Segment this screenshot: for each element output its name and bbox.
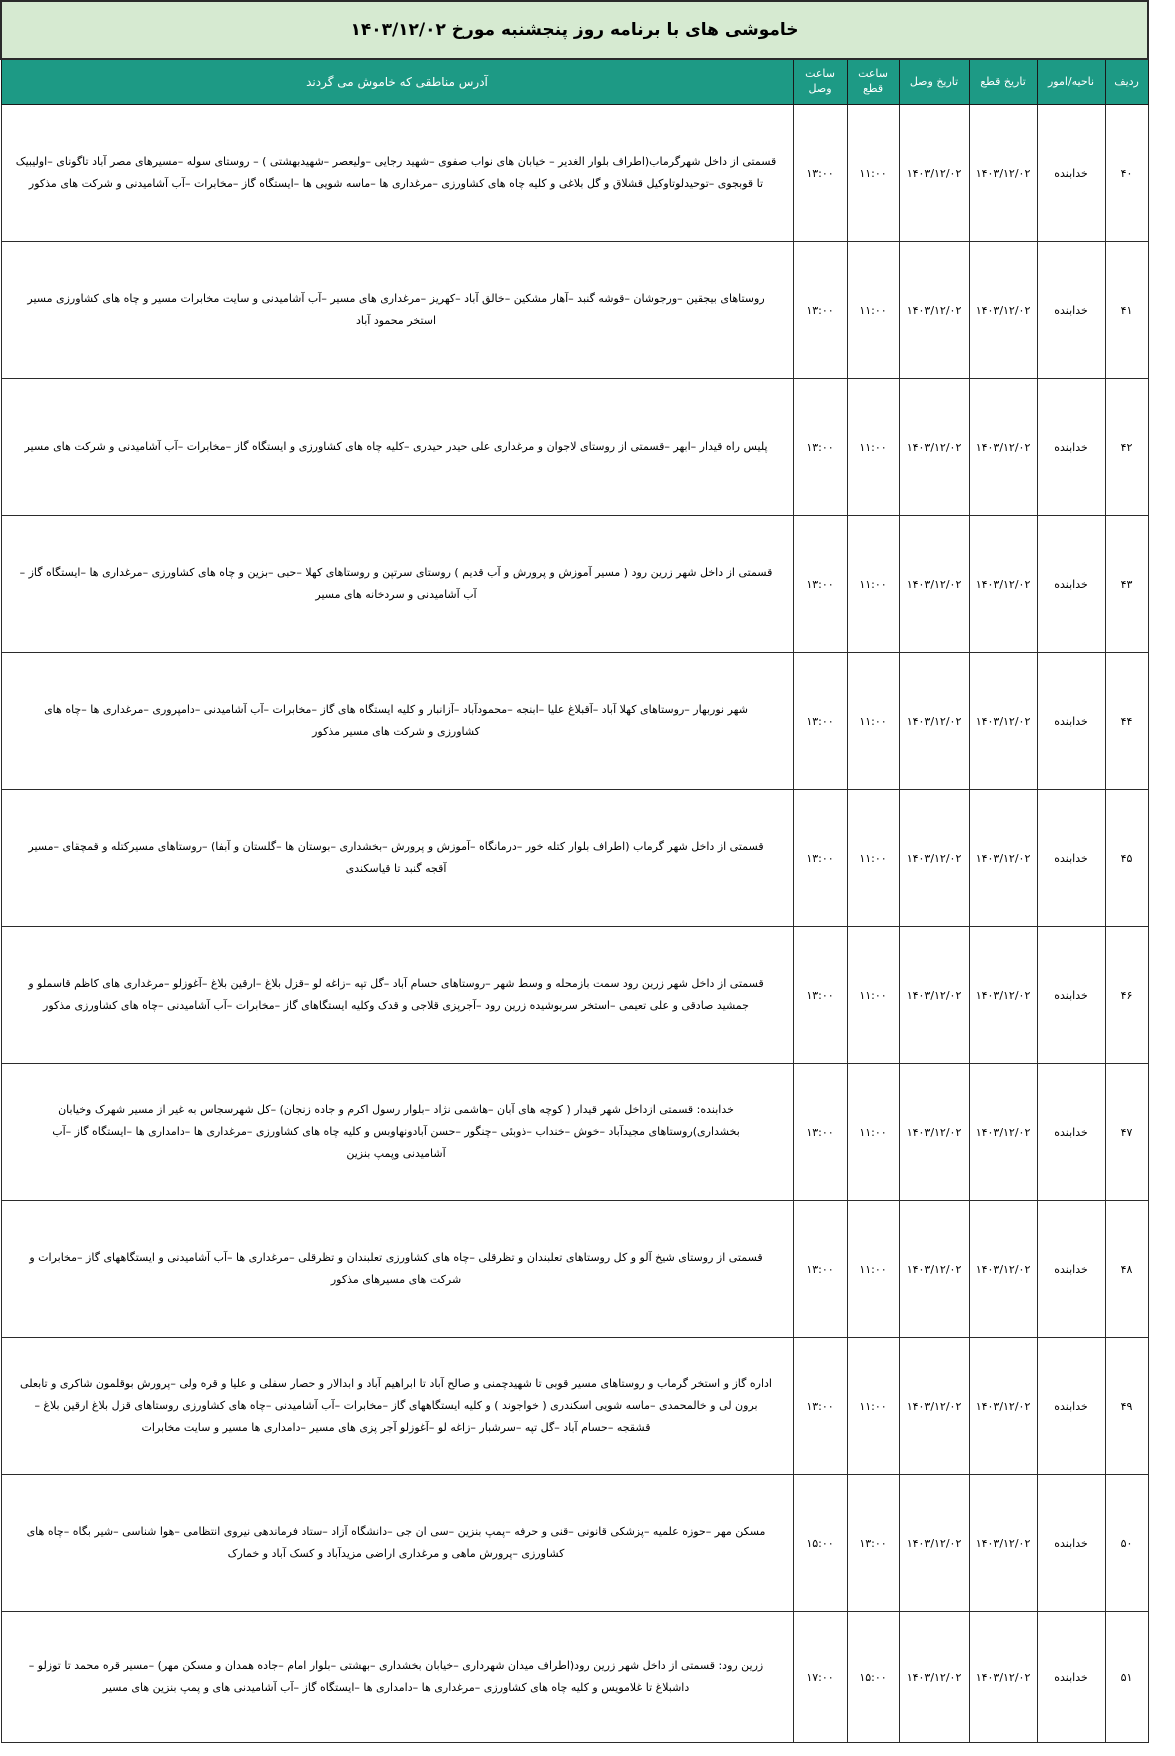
row-connect-date: ۱۴۰۳/۱۲/۰۲ bbox=[899, 516, 969, 653]
row-cut-date: ۱۴۰۳/۱۲/۰۲ bbox=[969, 242, 1037, 379]
address-line: جمشید صادقی و علی تعیمی –استخر سربوشیده زرین رود –آجرپزی قلاجی و قدک وکلیه ایستگاهای گاز –مخابرات –آب آشامیدنی –چاه های کشاورزی مذکور bbox=[43, 999, 749, 1012]
row-cut-date: ۱۴۰۳/۱۲/۰۲ bbox=[969, 1612, 1037, 1743]
address-line: بخشداری)روستاهای مجیدآباد –خوش –خنداب –ذوبئی –چنگور –حسن آبادونهاوبس و کلیه چاه های کشاورزی –مرغداری ها –دامداری ها –ایستگاه گاز –آب bbox=[52, 1125, 740, 1138]
row-district: خدابنده bbox=[1037, 653, 1105, 790]
address-line: کشاورزی –پرورش ماهی و مرغداری اراضی مزیدآباد و کسک آباد و خمارک bbox=[227, 1547, 565, 1560]
row-cut-time: ۱۱:۰۰ bbox=[847, 1338, 899, 1475]
address-line: آشامیدنی وپمپ بنزین bbox=[346, 1147, 446, 1160]
address-line: خدابنده: قسمتی ازداخل شهر قیدار ( کوچه های آبان –هاشمی نژاد –بلوار رسول اکرم و جاده زنجان) –کل شهرسجاس به غیر از مسیر شهرک وخیابان bbox=[58, 1103, 734, 1116]
address-line: پلیس راه قیدار –ابهر –قسمتی از روستای لاجوان و مرغداری علی حیدر حیدری –کلیه چاه های کشاورزی و ایستگاه گاز –مخابرات –آب آشامیدنی و شرکت های مسیر bbox=[24, 440, 768, 453]
row-address bbox=[1, 790, 793, 927]
row-cut-time: ۱۱:۰۰ bbox=[847, 1201, 899, 1338]
row-cut-date: ۱۴۰۳/۱۲/۰۲ bbox=[969, 790, 1037, 927]
row-district: خدابنده bbox=[1037, 1612, 1105, 1743]
row-cut-date: ۱۴۰۳/۱۲/۰۲ bbox=[969, 927, 1037, 1064]
table-row bbox=[1, 927, 1148, 1064]
row-connect-date: ۱۴۰۳/۱۲/۰۲ bbox=[899, 1201, 969, 1338]
row-address bbox=[1, 1201, 793, 1338]
table-row bbox=[1, 1201, 1148, 1338]
address-line: زرین رود: قسمتی از داخل شهر زرین رود(اطراف میدان شهرداری –خیابان بخشداری –بهشتی –بلوار امام –جاده همدان و مسکن مهر) –مسیر قره محمد تا توزلو – bbox=[28, 1659, 764, 1672]
row-address bbox=[1, 516, 793, 653]
address-line: شرکت های مسیرهای مذکور bbox=[330, 1273, 462, 1286]
row-address bbox=[1, 653, 793, 790]
row-cut-time: ۱۱:۰۰ bbox=[847, 927, 899, 1064]
title-row bbox=[1, 1, 1148, 59]
row-connect-time: ۱۳:۰۰ bbox=[793, 790, 847, 927]
row-cut-date: ۱۴۰۳/۱۲/۰۲ bbox=[969, 379, 1037, 516]
row-index: ۴۰ bbox=[1105, 105, 1148, 242]
row-address bbox=[1, 379, 793, 516]
address-line: برون لی و خالمحمدی –ماسه شویی اسکندری ( خواجوند ) و کلیه ایستگاههای گاز –مخابرات –آب آشامیدنی –چاه های کشاورزی روستاهای قزل بلاغ ارقین بلاغ – bbox=[34, 1399, 758, 1412]
row-index: ۴۴ bbox=[1105, 653, 1148, 790]
row-district: خدابنده bbox=[1037, 242, 1105, 379]
table-row bbox=[1, 516, 1148, 653]
row-cut-date: ۱۴۰۳/۱۲/۰۲ bbox=[969, 1475, 1037, 1612]
row-address bbox=[1, 1475, 793, 1612]
row-cut-time: ۱۱:۰۰ bbox=[847, 379, 899, 516]
row-connect-date: ۱۴۰۳/۱۲/۰۲ bbox=[899, 105, 969, 242]
address-line: قسمتی از داخل شهرگرماب(اطراف بلوار الغدیر – خیابان های نواب صفوی –شهید رجایی –ولیعصر –شهیدبهشتی ) – روستای سوله –مسیرهای مصر آباد تاگونای –اولیبیک bbox=[15, 155, 777, 168]
row-cut-date: ۱۴۰۳/۱۲/۰۲ bbox=[969, 1338, 1037, 1475]
row-cut-time: ۱۱:۰۰ bbox=[847, 1064, 899, 1201]
row-cut-time: ۱۱:۰۰ bbox=[847, 516, 899, 653]
table-row bbox=[1, 1064, 1148, 1201]
address-line: استخر محمود آباد bbox=[355, 314, 437, 327]
address-line: قسمتی از داخل شهر زرین رود سمت بازمحله و وسط شهر –روستاهای حسام آباد –گل تپه –زاغه لو –قزل بلاغ –ارقین بلاغ –آغوزلو –مرغداری های کاظم قاسملو و bbox=[28, 977, 764, 990]
row-connect-time: ۱۳:۰۰ bbox=[793, 516, 847, 653]
row-index: ۴۵ bbox=[1105, 790, 1148, 927]
header-index: ردیف bbox=[1105, 59, 1148, 105]
address-line: شهر نوربهار –روستاهای کهلا آباد –آقبلاغ علیا –ابنجه –محمودآباد –آزانبار و کلیه ایستگاه های گاز –مخابرات –آب آشامیدنی –دامپروری –مرغداری ها –چاه های bbox=[44, 703, 748, 716]
row-connect-date: ۱۴۰۳/۱۲/۰۲ bbox=[899, 379, 969, 516]
header-cut-time bbox=[847, 59, 899, 105]
row-cut-date: ۱۴۰۳/۱۲/۰۲ bbox=[969, 105, 1037, 242]
row-index: ۴۲ bbox=[1105, 379, 1148, 516]
row-cut-date: ۱۴۰۳/۱۲/۰۲ bbox=[969, 516, 1037, 653]
row-district: خدابنده bbox=[1037, 927, 1105, 1064]
row-connect-date: ۱۴۰۳/۱۲/۰۲ bbox=[899, 653, 969, 790]
row-cut-date: ۱۴۰۳/۱۲/۰۲ bbox=[969, 653, 1037, 790]
header-cut-time-line2: قطع bbox=[862, 82, 884, 95]
row-cut-time: ۱۱:۰۰ bbox=[847, 105, 899, 242]
page-title: خاموشی های با برنامه روز پنجشنبه مورخ ۱۴۰۳/۱۲/۰۲ bbox=[1, 1, 1148, 59]
table-row bbox=[1, 1475, 1148, 1612]
row-connect-time: ۱۳:۰۰ bbox=[793, 1201, 847, 1338]
row-district: خدابنده bbox=[1037, 1338, 1105, 1475]
address-line: قسمتی از داخل شهر گرماب (اطراف بلوار کتله خور –درمانگاه –آموزش و پرورش –بخشداری –بوستان ها –گلستان و آبفا) –روستاهای مسیرکتله و قمچقای –مسیر bbox=[28, 840, 764, 853]
row-cut-time: ۱۳:۰۰ bbox=[847, 1475, 899, 1612]
row-index: ۵۰ bbox=[1105, 1475, 1148, 1612]
table-row bbox=[1, 1338, 1148, 1475]
row-connect-date: ۱۴۰۳/۱۲/۰۲ bbox=[899, 242, 969, 379]
header-district: ناحیه/امور bbox=[1037, 59, 1105, 105]
address-line: قسمتی از روستای شیخ آلو و کل روستاهای تعلبندان و تظرقلی –چاه های کشاورزی تعلبندان و تظرقلی –مرغداری ها –آب آشامیدنی و ایستگاههای گاز –مخابرات و bbox=[29, 1251, 763, 1264]
table-row bbox=[1, 105, 1148, 242]
row-district: خدابنده bbox=[1037, 790, 1105, 927]
table-row bbox=[1, 242, 1148, 379]
table-row bbox=[1, 1612, 1148, 1743]
header-cut-date: تاریخ قطع bbox=[969, 59, 1037, 105]
header-address: آدرس مناطقی که خاموش می گردند bbox=[1, 59, 793, 105]
row-index: ۴۹ bbox=[1105, 1338, 1148, 1475]
row-cut-time: ۱۱:۰۰ bbox=[847, 242, 899, 379]
address-line: آقجه گنبد تا قیاسکندی bbox=[345, 862, 447, 875]
address-line: اداره گاز و استخر گرماب و روستاهای مسیر قوبی تا شهیدچمنی و صالح آباد تا ابراهیم آباد و ابدالار و حصار سفلی و علیا و قره ولی –پرورش بوقلمون شاکری و تابعلی bbox=[20, 1377, 772, 1390]
header-connect-time bbox=[793, 59, 847, 105]
header-connect-time-line2: وصل bbox=[808, 82, 832, 95]
row-connect-date: ۱۴۰۳/۱۲/۰۲ bbox=[899, 790, 969, 927]
row-address bbox=[1, 1064, 793, 1201]
row-connect-date: ۱۴۰۳/۱۲/۰۲ bbox=[899, 1475, 969, 1612]
header-connect-date: تاریخ وصل bbox=[899, 59, 969, 105]
row-connect-date: ۱۴۰۳/۱۲/۰۲ bbox=[899, 1612, 969, 1743]
row-connect-time: ۱۷:۰۰ bbox=[793, 1612, 847, 1743]
header-row bbox=[1, 59, 1148, 105]
address-line: قشقجه –حسام آباد –گل تپه –سرشبار –زاغه لو –آغوزلو آجر پزی های مسیر –دامداری ها مسیر و سایت مخابرات bbox=[141, 1421, 651, 1434]
row-connect-date: ۱۴۰۳/۱۲/۰۲ bbox=[899, 927, 969, 1064]
table-row bbox=[1, 790, 1148, 927]
row-district: خدابنده bbox=[1037, 1475, 1105, 1612]
table-row bbox=[1, 653, 1148, 790]
row-cut-date: ۱۴۰۳/۱۲/۰۲ bbox=[969, 1064, 1037, 1201]
row-district: خدابنده bbox=[1037, 1201, 1105, 1338]
row-connect-date: ۱۴۰۳/۱۲/۰۲ bbox=[899, 1064, 969, 1201]
row-connect-time: ۱۵:۰۰ bbox=[793, 1475, 847, 1612]
row-connect-time: ۱۳:۰۰ bbox=[793, 379, 847, 516]
row-address bbox=[1, 1338, 793, 1475]
row-connect-time: ۱۳:۰۰ bbox=[793, 927, 847, 1064]
address-line: قسمتی از داخل شهر زرین رود ( مسیر آموزش و پرورش و آب قدیم ) روستای سرتپن و روستاهای کهلا –حبی –بزین و چاه های کشاورزی –مرغداری ها –ایستگاه گاز – bbox=[19, 566, 773, 579]
row-cut-date: ۱۴۰۳/۱۲/۰۲ bbox=[969, 1201, 1037, 1338]
row-index: ۵۱ bbox=[1105, 1612, 1148, 1743]
row-connect-time: ۱۳:۰۰ bbox=[793, 242, 847, 379]
header-connect-time-line1: ساعت bbox=[805, 67, 835, 81]
row-cut-time: ۱۱:۰۰ bbox=[847, 653, 899, 790]
row-address bbox=[1, 105, 793, 242]
table-body bbox=[1, 105, 1148, 1743]
row-index: ۴۸ bbox=[1105, 1201, 1148, 1338]
row-address bbox=[1, 1612, 793, 1743]
row-index: ۴۳ bbox=[1105, 516, 1148, 653]
address-line: کشاورزی و شرکت های مسیر مذکور bbox=[312, 725, 480, 738]
row-district: خدابنده bbox=[1037, 105, 1105, 242]
row-index: ۴۱ bbox=[1105, 242, 1148, 379]
row-index: ۴۶ bbox=[1105, 927, 1148, 1064]
row-connect-date: ۱۴۰۳/۱۲/۰۲ bbox=[899, 1338, 969, 1475]
row-district: خدابنده bbox=[1037, 379, 1105, 516]
row-address bbox=[1, 927, 793, 1064]
row-district: خدابنده bbox=[1037, 1064, 1105, 1201]
address-line: آب آشامیدنی و سردخانه های مسیر bbox=[315, 588, 477, 601]
row-cut-time: ۱۱:۰۰ bbox=[847, 790, 899, 927]
address-line: مسکن مهر –حوزه علمیه –پزشکی قانونی –قنی و حرفه –پمپ بنزین –سی ان جی –دانشگاه آزاد –ستاد فرماندهی نیروی انتظامی –هوا شناسی –شیر بگاه –چاه های bbox=[26, 1525, 766, 1538]
address-line: روستاهای بیجقین –ورجوشان –قوشه گنبد –آهار مشکین –خالق آباد –کهریز –مرغداری های مسیر –آب آشامیدنی و سایت مخابرات مسیر و چاه های کشاورزی مسیر bbox=[27, 292, 765, 305]
address-line: تا قوبجوی –توحیدلوتاوکیل قشلاق و گل بلاغی و کلیه چاه های کشاورزی –مرغداری ها –ماسه شویی ها –ایستگاه گاز –مخابرات –آب آشامیدنی و شرکت های مذکور bbox=[28, 177, 764, 190]
row-index: ۴۷ bbox=[1105, 1064, 1148, 1201]
row-connect-time: ۱۳:۰۰ bbox=[793, 105, 847, 242]
row-district: خدابنده bbox=[1037, 516, 1105, 653]
row-connect-time: ۱۳:۰۰ bbox=[793, 1064, 847, 1201]
row-connect-time: ۱۳:۰۰ bbox=[793, 1338, 847, 1475]
row-cut-time: ۱۵:۰۰ bbox=[847, 1612, 899, 1743]
header-cut-time-line1: ساعت bbox=[858, 67, 888, 81]
row-address bbox=[1, 242, 793, 379]
table-row bbox=[1, 379, 1148, 516]
row-connect-time: ۱۳:۰۰ bbox=[793, 653, 847, 790]
address-line: داشبلاغ تا غلامویس و کلیه چاه های کشاورزی –مرغداری ها –دامداری ها –ایستگاه گاز –آب آشامیدنی های و پمپ بنزین های مسیر bbox=[102, 1681, 690, 1694]
